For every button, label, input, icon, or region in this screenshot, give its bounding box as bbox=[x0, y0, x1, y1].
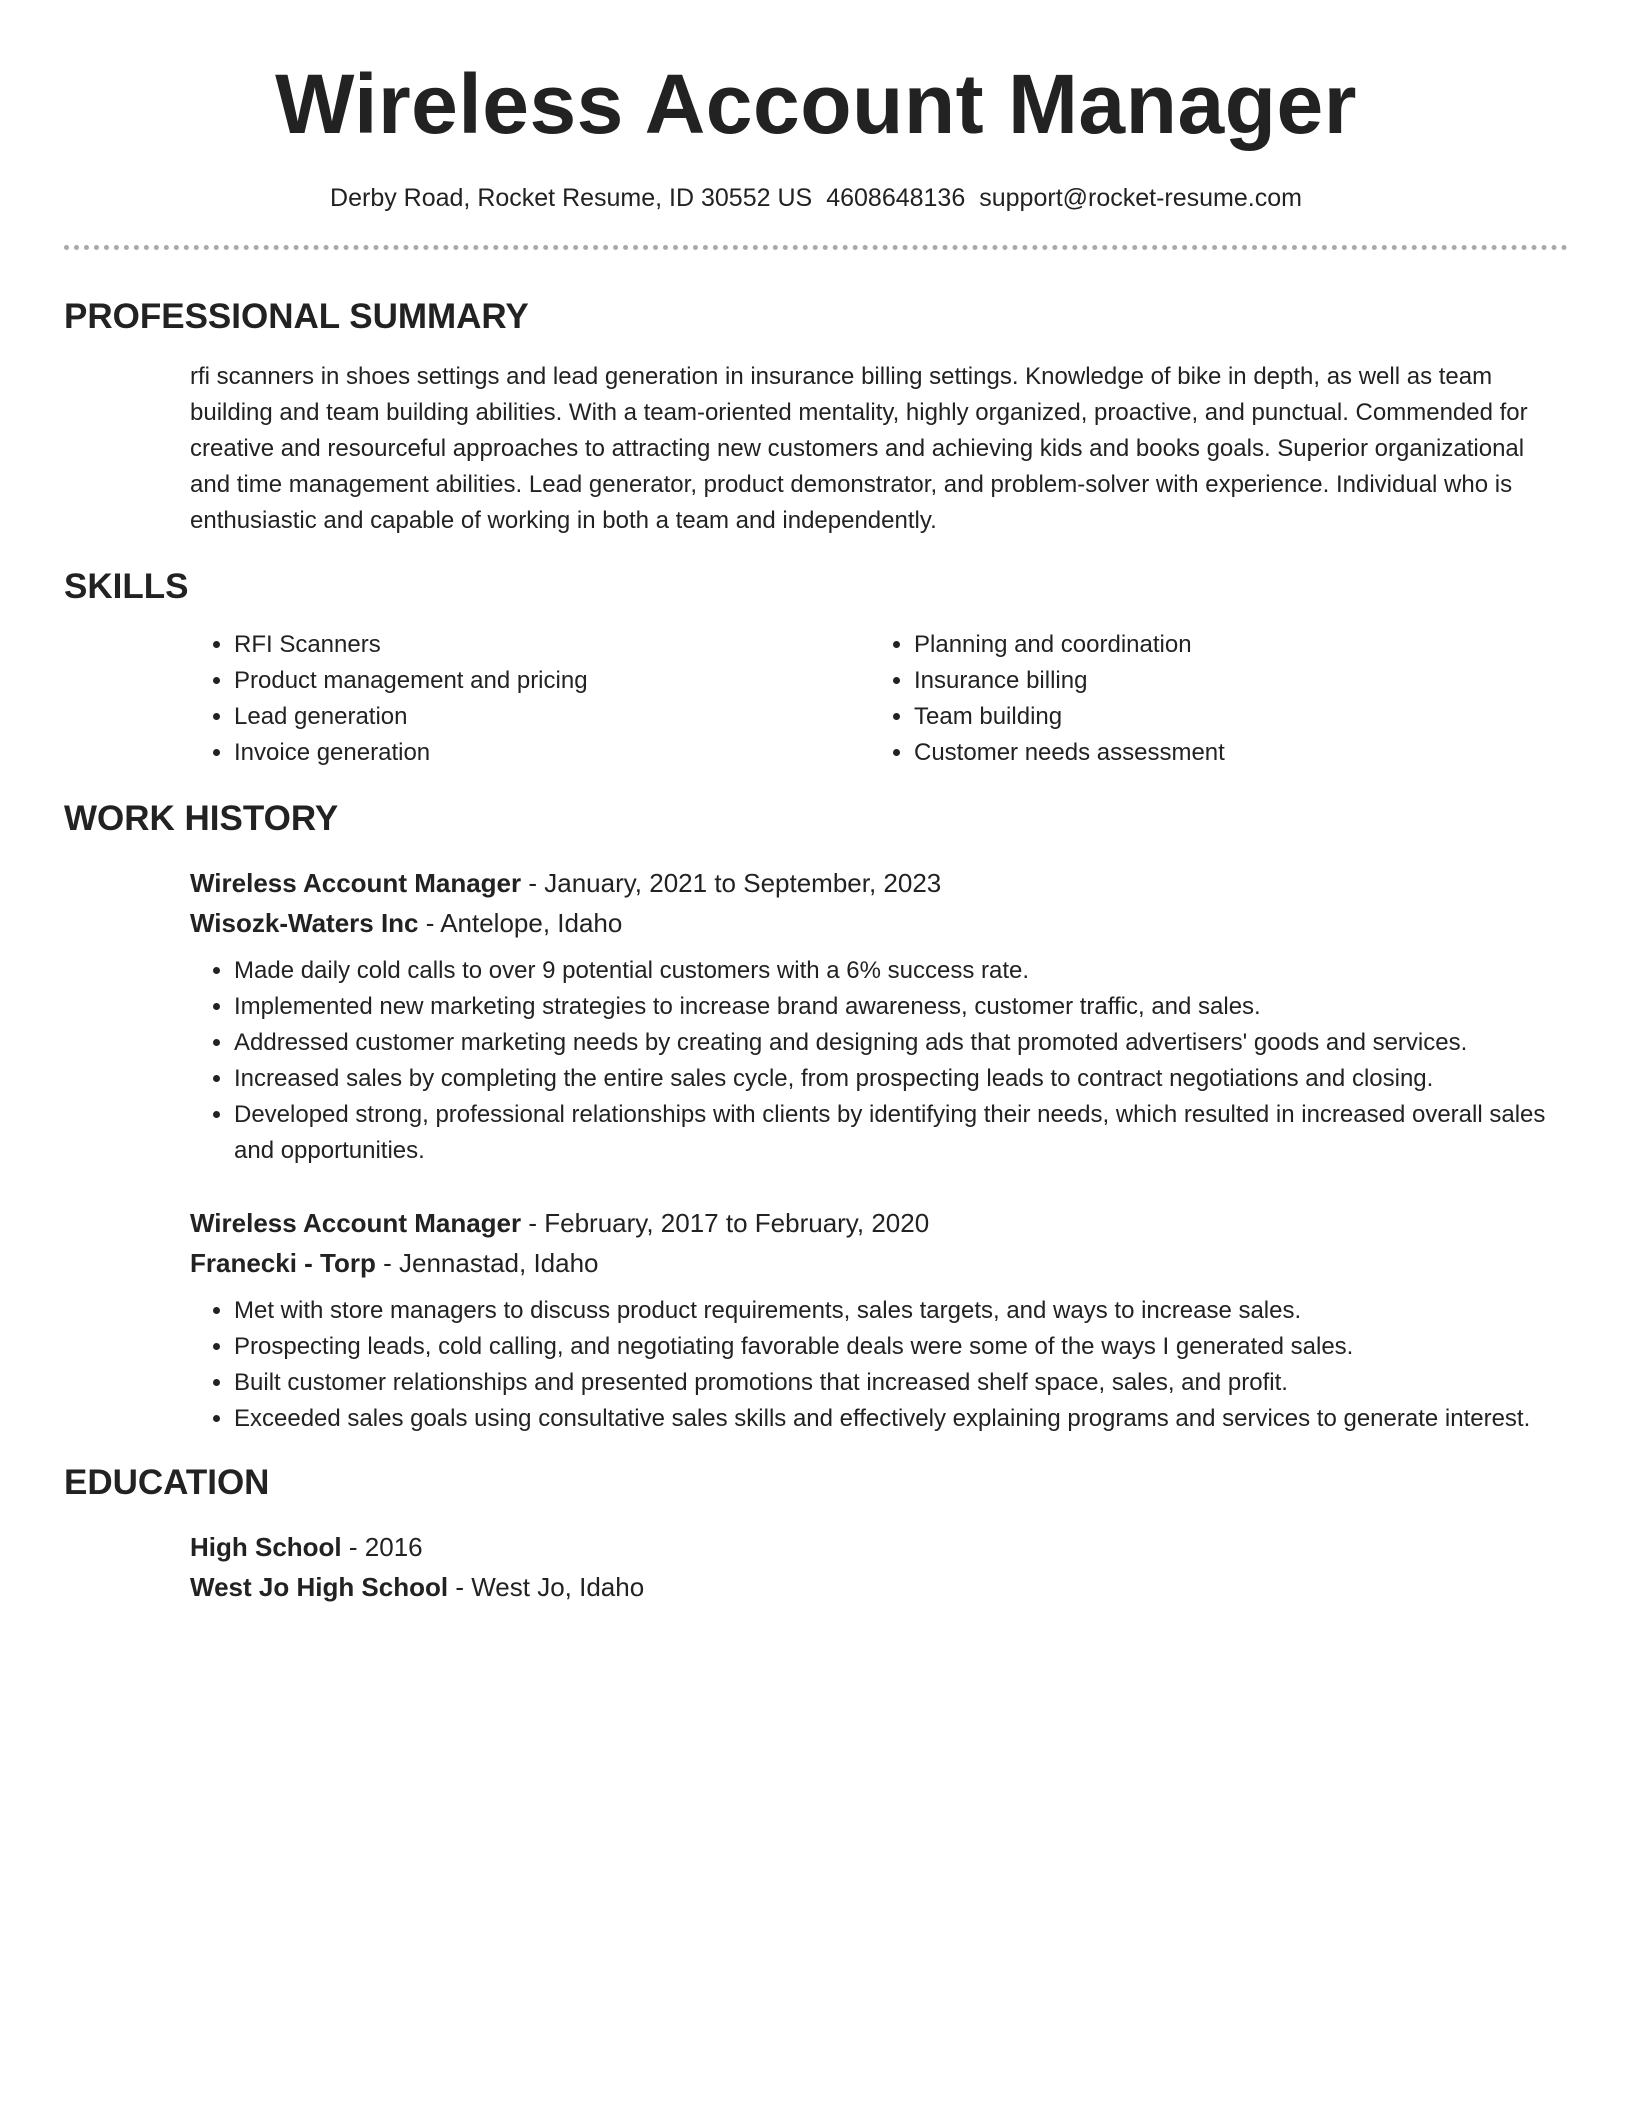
job-bullet: • Built customer relationships and presented promotions that increased shelf space, sales, and profit. bbox=[234, 1365, 1568, 1401]
header-divider bbox=[64, 245, 1568, 250]
job-bullet: • Developed strong, professional relationships with clients by identifying their needs, which resulted in increased overall sales and opportunities. bbox=[234, 1097, 1568, 1169]
summary-text: rfi scanners in shoes settings and lead generation in insurance billing settings. Knowledge of bike in depth, as well as team building and team building abilities. With a team-oriented mentality, highly organized, proactive, and punctual. Commended for creative and resourceful approaches to attracting new customers and achieving kids and books goals. Superior organizational and time management abilities. Lead generator, product demonstrator, and problem-solver with experience. Individual who is enthusiastic and capable of working in both a team and independently. bbox=[190, 363, 1528, 534]
job-bullet: • Increased sales by completing the entire sales cycle, from prospecting leads to contract negotiations and closing. bbox=[234, 1061, 1568, 1097]
contact-line bbox=[64, 180, 1568, 216]
job-entry bbox=[190, 1203, 1568, 1437]
skills-column-left bbox=[190, 627, 870, 771]
education-degree-line bbox=[190, 1527, 1568, 1567]
job-bullets bbox=[190, 1293, 1568, 1437]
job-company-line bbox=[190, 1243, 1568, 1283]
job-bullet: • Prospecting leads, cold calling, and negotiating favorable deals were some of the ways I generated sales. bbox=[234, 1329, 1568, 1365]
contact-phone: 4608648136 bbox=[826, 184, 966, 212]
skills-column-right bbox=[870, 627, 1550, 771]
skill-item: • Invoice generation bbox=[234, 735, 870, 771]
education-entry bbox=[190, 1527, 1568, 1607]
skill-item: • Team building bbox=[914, 699, 1550, 735]
skill-item: • Insurance billing bbox=[914, 663, 1550, 699]
section-heading-work: WORK HISTORY bbox=[64, 799, 339, 838]
job-bullet: • Implemented new marketing strategies to increase brand awareness, customer traffic, and sales. bbox=[234, 989, 1568, 1025]
job-title-line bbox=[190, 863, 1568, 903]
job-location: - Antelope, Idaho bbox=[425, 908, 623, 938]
job-company-line bbox=[190, 903, 1568, 943]
job-dates: - February, 2017 to February, 2020 bbox=[528, 1208, 930, 1238]
resume-title: Wireless Account Manager bbox=[275, 57, 1357, 151]
education-location: - West Jo, Idaho bbox=[455, 1572, 645, 1602]
job-bullet: • Met with store managers to discuss product requirements, sales targets, and ways to increase sales. bbox=[234, 1293, 1568, 1329]
skill-item: • RFI Scanners bbox=[234, 627, 870, 663]
job-title-line bbox=[190, 1203, 1568, 1243]
education-school: West Jo High School bbox=[190, 1572, 449, 1602]
section-heading-skills: SKILLS bbox=[64, 567, 189, 606]
job-title: Wireless Account Manager bbox=[190, 868, 522, 898]
section-heading-education: EDUCATION bbox=[64, 1463, 270, 1502]
job-bullet: • Made daily cold calls to over 9 potential customers with a 6% success rate. bbox=[234, 953, 1568, 989]
job-title: Wireless Account Manager bbox=[190, 1208, 522, 1238]
skill-item: • Lead generation bbox=[234, 699, 870, 735]
resume-page bbox=[64, 0, 1568, 1607]
section-heading-summary: PROFESSIONAL SUMMARY bbox=[64, 297, 529, 336]
job-bullet: • Exceeded sales goals using consultative sales skills and effectively explaining programs and services to generate interest. bbox=[234, 1401, 1568, 1437]
job-bullets bbox=[190, 953, 1568, 1169]
job-entry bbox=[190, 863, 1568, 1169]
skill-item: • Customer needs assessment bbox=[914, 735, 1550, 771]
job-bullet: • Addressed customer marketing needs by creating and designing ads that promoted advertisers' goods and services. bbox=[234, 1025, 1568, 1061]
job-location: - Jennastad, Idaho bbox=[383, 1248, 599, 1278]
contact-address: Derby Road, Rocket Resume, ID 30552 US bbox=[330, 184, 813, 212]
education-year: - 2016 bbox=[348, 1532, 423, 1562]
job-company: Wisozk-Waters Inc bbox=[190, 908, 419, 938]
job-company: Franecki - Torp bbox=[190, 1248, 376, 1278]
skill-item: • Product management and pricing bbox=[234, 663, 870, 699]
education-degree: High School bbox=[190, 1532, 342, 1562]
skill-item: • Planning and coordination bbox=[914, 627, 1550, 663]
skills-grid bbox=[190, 627, 1568, 771]
education-school-line bbox=[190, 1567, 1568, 1607]
job-dates: - January, 2021 to September, 2023 bbox=[528, 868, 942, 898]
contact-email: support@rocket-resume.com bbox=[979, 184, 1302, 212]
